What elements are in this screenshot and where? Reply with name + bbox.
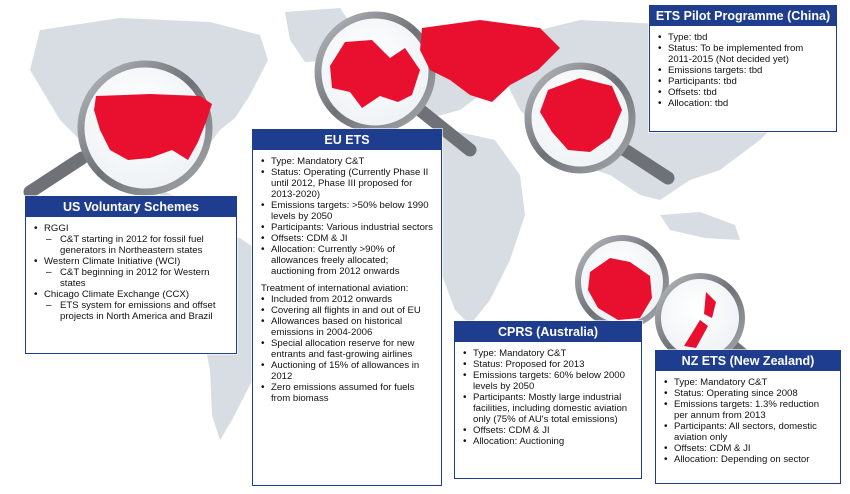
- china-pilot-card: [649, 5, 837, 132]
- eu-items-list: [259, 156, 433, 277]
- list-item: • Western Climate Initiative (WCI): [32, 256, 228, 267]
- list-item: • Zero emissions assumed for fuels from biomass: [259, 382, 433, 404]
- list-item: • Included from 2012 onwards: [259, 294, 433, 305]
- list-item: – C&T starting in 2012 for fossil fuel generators in Northeastern states: [32, 234, 228, 256]
- nz-ets-card: [655, 350, 841, 484]
- list-item: • Allocation: Currently >90% of allowances freely allocated; auctioning from 2012 onwards: [259, 244, 433, 277]
- list-item: • Type: Mandatory C&T: [259, 156, 433, 167]
- list-item: • Offsets: CDM & JI: [662, 443, 832, 454]
- list-item: • Status: Operating since 2008: [662, 388, 832, 399]
- list-item: • Offsets: CDM & JI: [259, 233, 433, 244]
- list-item: • Status: Operating (Currently Phase II until 2012, Phase III proposed for 2013-2020): [259, 167, 433, 200]
- list-item: • RGGI: [32, 223, 228, 234]
- australia-card-title: CPRS (Australia): [455, 322, 641, 342]
- list-item: • Covering all flights in and out of EU: [259, 305, 433, 316]
- eu-ets-card: [252, 129, 442, 486]
- list-item: • Offsets: CDM & JI: [461, 425, 633, 436]
- us-card-title: US Voluntary Schemes: [26, 197, 236, 217]
- list-item: • Type: tbd: [656, 32, 828, 43]
- australia-cprs-card: [454, 321, 642, 479]
- australia-items-list: [455, 342, 641, 451]
- list-item: • Status: To be implemented from 2011-2015 (Not decided yet): [656, 43, 828, 65]
- china-card-title: ETS Pilot Programme (China): [650, 6, 836, 26]
- list-item: • Auctioning of 15% of allowances in 2012: [259, 360, 433, 382]
- list-item: • Emissions targets: >50% below 1990 levels by 2050: [259, 200, 433, 222]
- list-item: • Participants: All sectors, domestic aviation only: [662, 421, 832, 443]
- us-items-list: [26, 217, 236, 326]
- list-item: • Allocation: tbd: [656, 98, 828, 109]
- list-item: • Participants: tbd: [656, 76, 828, 87]
- list-item: • Emissions targets: tbd: [656, 65, 828, 76]
- list-item: • Allowances based on historical emissions in 2004-2006: [259, 316, 433, 338]
- list-item: • Type: Mandatory C&T: [662, 377, 832, 388]
- list-item: • Emissions targets: 1.3% reduction per annum from 2013: [662, 399, 832, 421]
- list-item: • Participants: Mostly large industrial facilities, including domestic aviation only (75% of AU's total emissions): [461, 392, 633, 425]
- list-item: • Type: Mandatory C&T: [461, 348, 633, 359]
- list-item: • Offsets: tbd: [656, 87, 828, 98]
- list-item: – C&T beginning in 2012 for Western states: [32, 267, 228, 289]
- eu-aviation-heading: Treatment of international aviation:: [261, 283, 409, 294]
- list-item: • Allocation: Depending on sector: [662, 454, 832, 465]
- nz-items-list: [656, 371, 840, 469]
- list-item: – ETS system for emissions and offset projects in North America and Brazil: [32, 300, 228, 322]
- list-item: • Special allocation reserve for new entrants and fast-growing airlines: [259, 338, 433, 360]
- eu-aviation-list: [259, 294, 433, 404]
- list-item: • Participants: Various industrial sectors: [259, 222, 433, 233]
- list-item: • Chicago Climate Exchange (CCX): [32, 289, 228, 300]
- china-items-list: [650, 26, 836, 113]
- eu-card-title: EU ETS: [253, 130, 441, 150]
- nz-card-title: NZ ETS (New Zealand): [656, 351, 840, 371]
- list-item: • Status: Proposed for 2013: [461, 359, 633, 370]
- list-item: • Allocation: Auctioning: [461, 436, 633, 447]
- us-voluntary-schemes-card: [25, 196, 237, 354]
- list-item: • Emissions targets: 60% below 2000 levels by 2050: [461, 370, 633, 392]
